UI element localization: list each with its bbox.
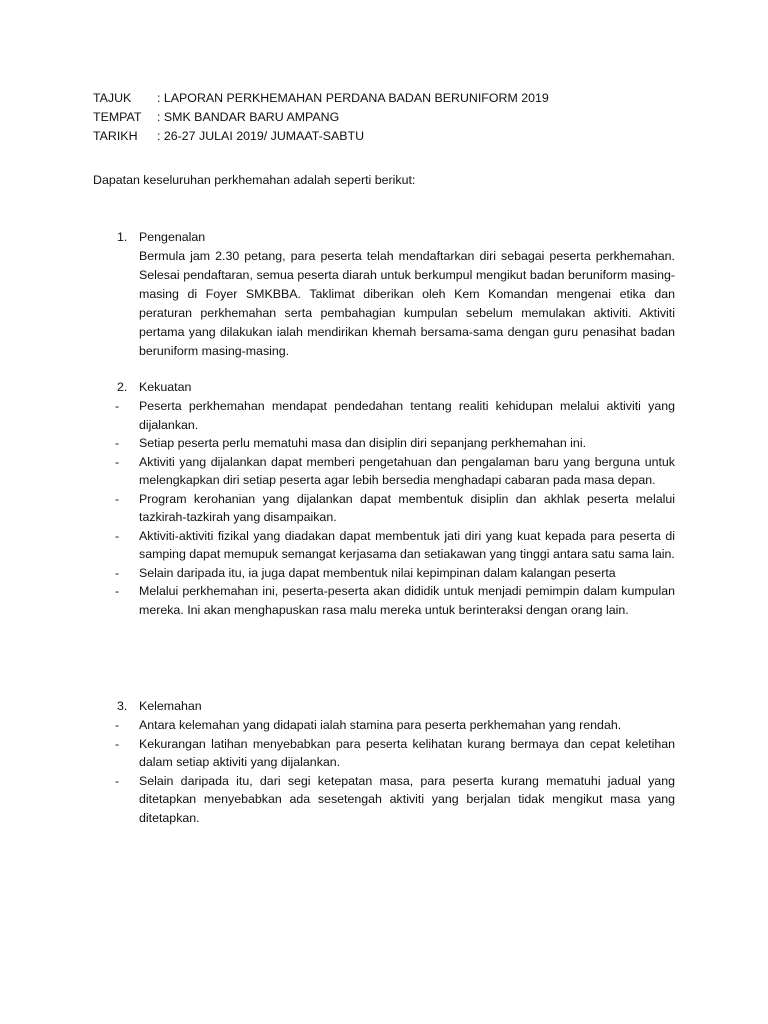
header-value-tajuk: : LAPORAN PERKHEMAHAN PERDANA BADAN BERUNIFORM 2019 [157,91,549,105]
header-key-tajuk: TAJUK [93,91,132,105]
bullet-dash: - [115,584,120,598]
section-number: 2. [117,380,128,394]
list-item [93,434,675,453]
section-paragraph: Bermula jam 2.30 petang, para peserta telah mendaftarkan diri sebagai peserta perkhemahan. Selesai pendaftaran, semua peserta diarah untuk berkumpul mengikut badan beruniform masing-masing di Foyer SMKBBA. Taklimat diberikan oleh Kem Komandan mengenai etika dan peraturan perkhemahan serta pembahagian kumpulan sebelum memulakan aktiviti. Aktiviti pertama yang dilakukan ialah mendirikan khemah bersama-sama dengan guru penasihat badan beruniform masing-masing. [139,249,675,358]
header-key-tarikh: TARIKH [93,129,138,143]
bullet-dash: - [115,491,120,506]
list-item-text: Peserta perkhemahan mendapat pendedahan tentang realiti kehidupan melalui aktiviti yang dijalankan. [139,399,675,432]
list-item-text: Antara kelemahan yang didapati ialah stamina para peserta perkhemahan yang rendah. [139,718,622,732]
list-item [93,772,675,828]
section-kekuatan [93,378,675,619]
section-number: 3. [117,699,128,713]
header-row-tempat [93,108,653,127]
list-item-text: Aktiviti yang dijalankan dapat memberi pengetahuan dan pengalaman baru yang berguna untuk melengkapkan diri setiap peserta agar lebih bersedia menghadapi cabaran pada masa depan. [139,454,675,487]
list-item [93,397,675,434]
list-item-text: Melalui perkhemahan ini, peserta-peserta akan dididik untuk menjadi pemimpin dalam kumpulan mereka. Ini akan menghapuskan rasa malu mereka untuk berinteraksi dengan orang lain. [139,584,675,617]
list-item [93,716,675,735]
header-key-tempat: TEMPAT [93,110,142,124]
list-item [93,564,675,583]
list-item [93,490,675,527]
header-value-tempat: : SMK BANDAR BARU AMPANG [157,110,340,124]
list-item-text: Program kerohanian yang dijalankan dapat membentuk disiplin dan akhlak peserta melalui tazkirah-tazkirah yang disampaikan. [139,491,675,524]
bullet-list [93,716,675,827]
report-header [93,89,653,146]
list-item-text: Kekurangan latihan menyebabkan para peserta kelihatan kurang bermaya dan cepat keletihan dalam setiap aktiviti yang dijalankan. [139,736,675,769]
header-value-tarikh: : 26-27 JULAI 2019/ JUMAAT-SABTU [157,129,365,143]
header-row-tajuk [93,89,653,108]
section-heading [93,228,675,247]
section-heading [93,378,675,397]
bullet-dash: - [115,454,120,469]
list-item [93,735,675,772]
bullet-dash: - [115,436,120,450]
list-item-text: Selain daripada itu, ia juga dapat membentuk nilai kepimpinan dalam kalangan peserta [139,565,616,580]
list-item-text: Setiap peserta perlu mematuhi masa dan disiplin diri sepanjang perkhemahan ini. [139,436,587,450]
bullet-dash: - [115,399,120,413]
section-title: Kekuatan [139,380,192,394]
section-heading [93,697,675,716]
section-pengenalan [93,228,675,361]
list-item [93,582,675,619]
list-item [93,453,675,490]
list-item-text: Selain daripada itu, dari segi ketepatan masa, para peserta kurang mematuhi jadual yang ditetapkan menyebabkan ada sesetengah aktiviti yang berjalan tidak mengikut masa yang ditetapkan. [139,773,675,825]
section-title: Pengenalan [139,230,206,244]
section-number: 1. [117,230,128,244]
bullet-dash: - [115,773,120,788]
intro-text: Dapatan keseluruhan perkhemahan adalah seperti berikut: [93,173,416,187]
bullet-dash: - [115,718,120,732]
section-title: Kelemahan [139,699,202,713]
bullet-dash: - [115,528,120,543]
bullet-list [93,397,675,619]
section-kelemahan [93,697,675,827]
list-item-text: Aktiviti-aktiviti fizikal yang diadakan dapat membentuk jati diri yang kuat kepada para peserta di samping dapat memupuk semangat kerjasama dan setiakawan yang tinggi antara satu sama lain. [139,528,675,561]
bullet-dash: - [115,736,120,751]
bullet-dash: - [115,565,120,580]
header-row-tarikh [93,127,653,146]
list-item [93,527,675,564]
